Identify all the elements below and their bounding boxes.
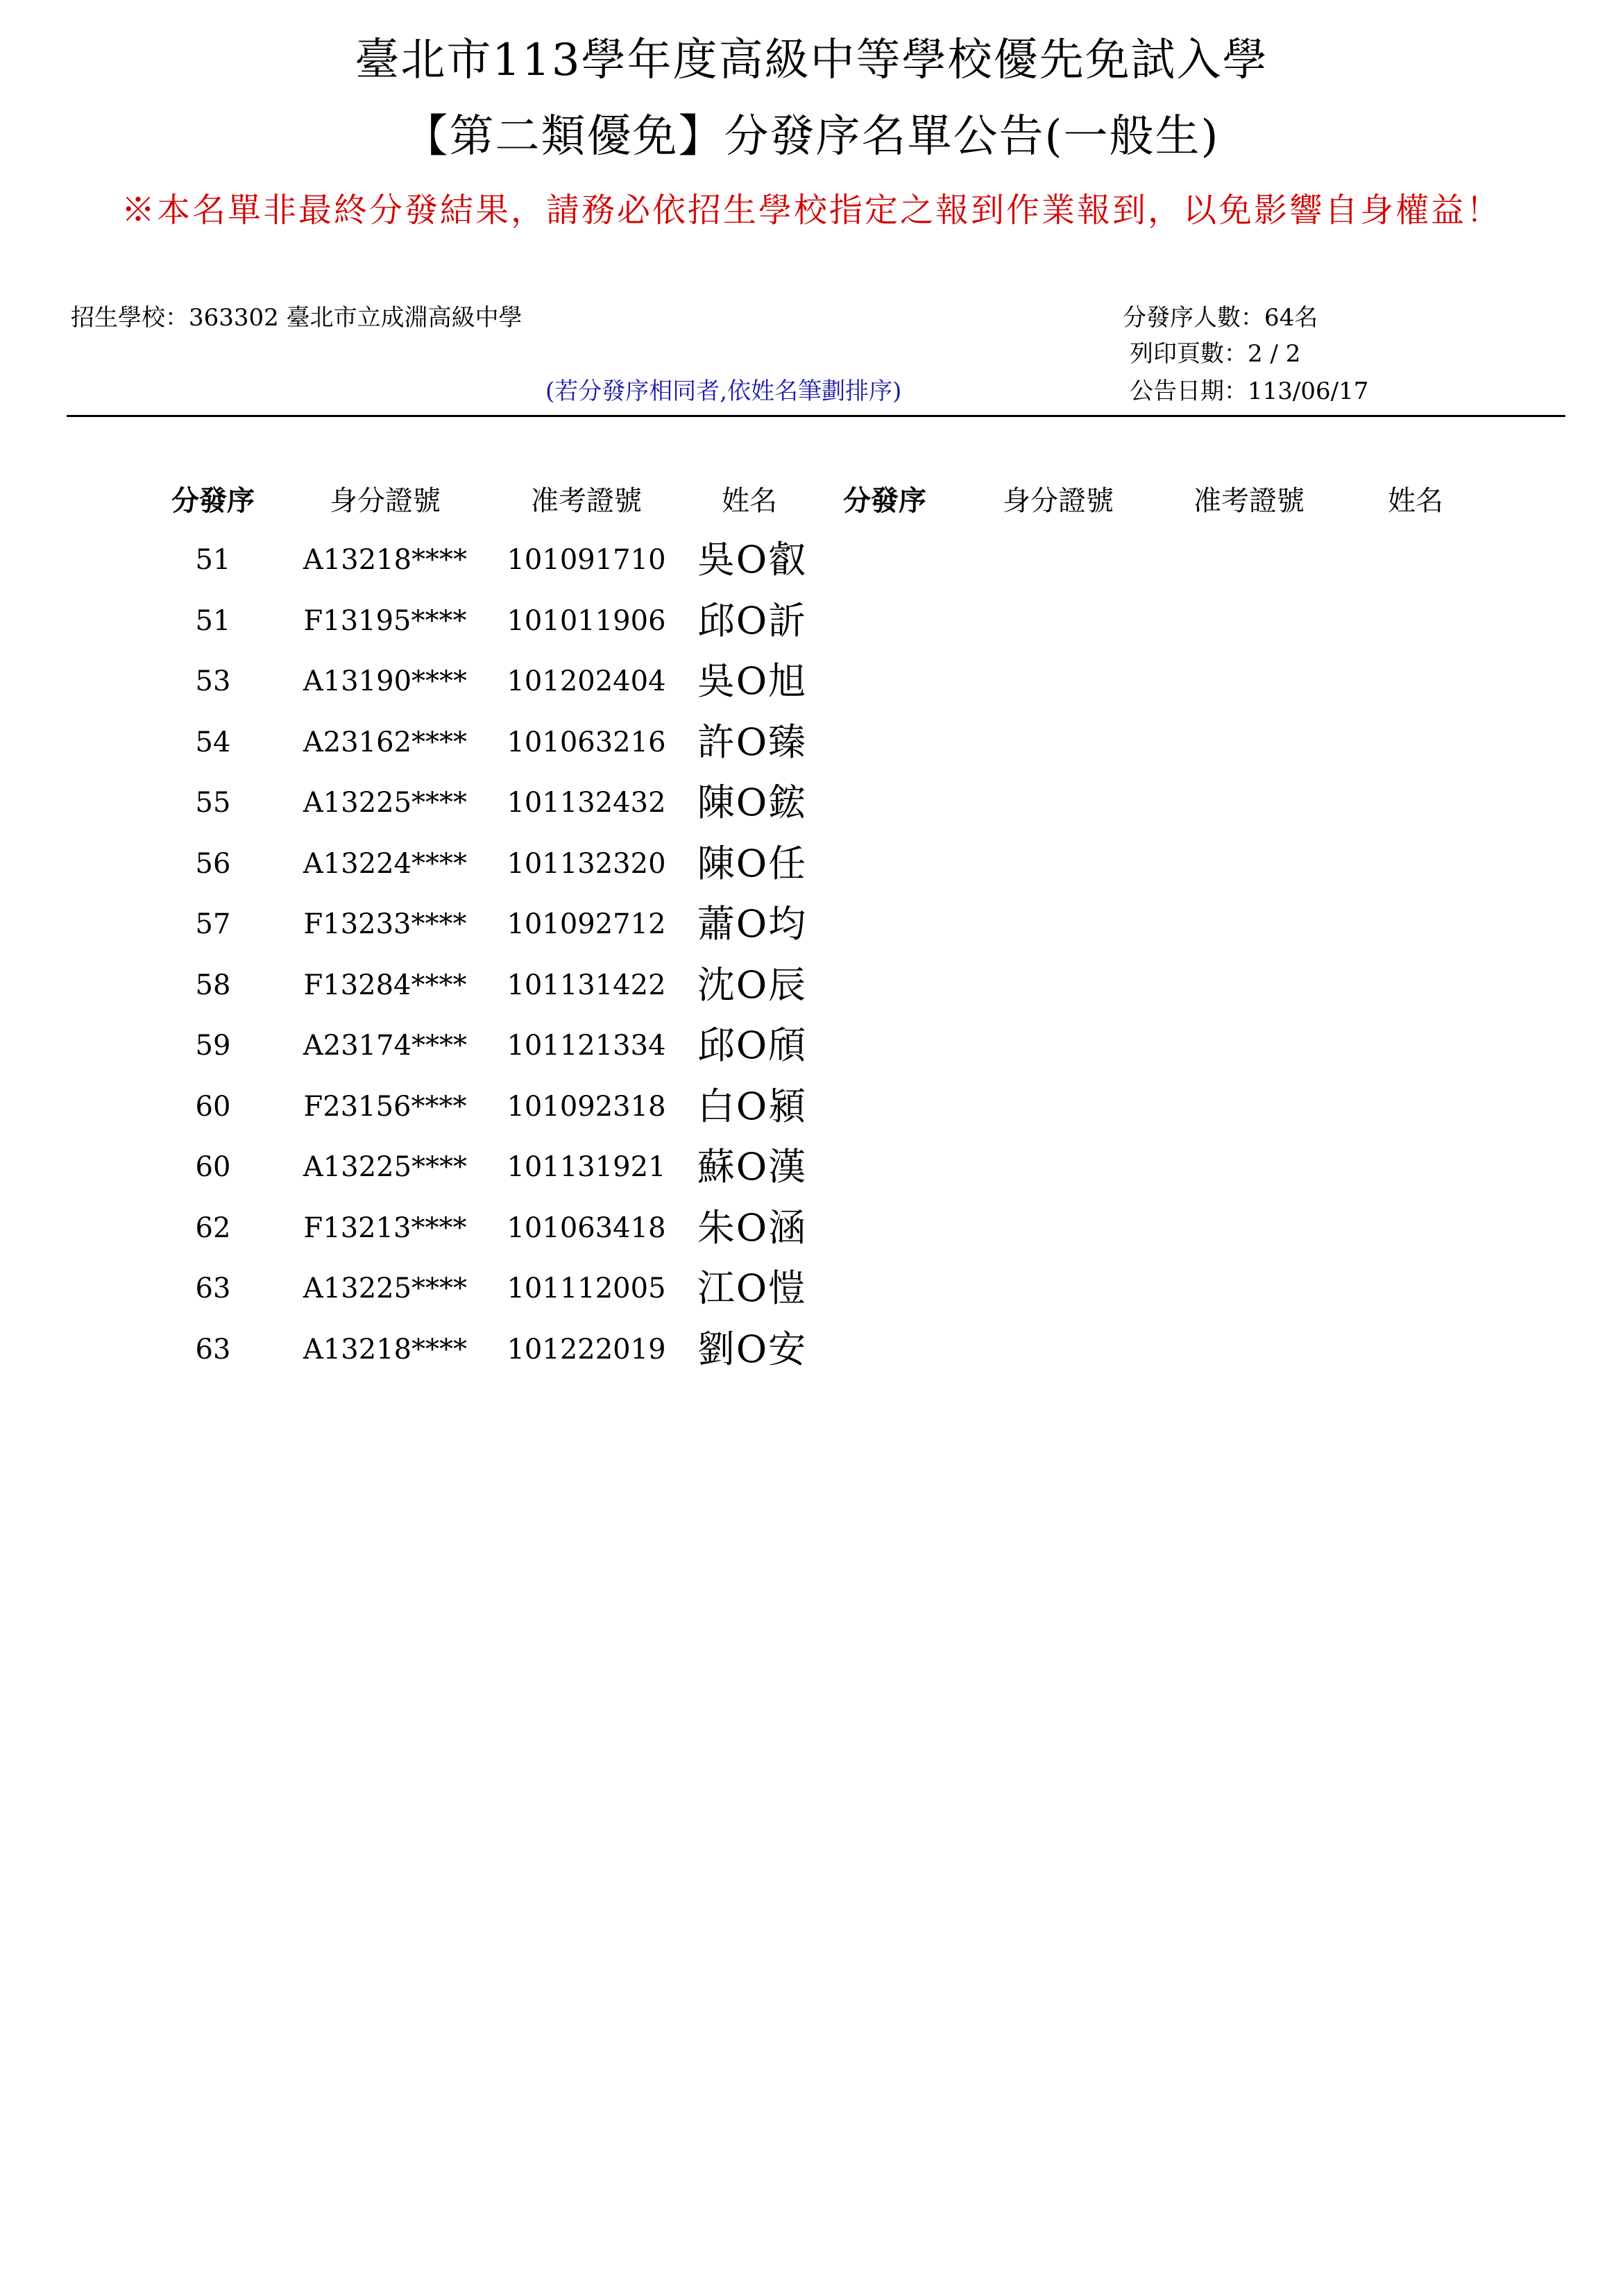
table-row (0, 1143, 1623, 1204)
cell-id: A13218**** (303, 1333, 468, 1366)
warning-notice: ※本名單非最終分發結果，請務必依招生學校指定之報到作業報到，以免影響自身權益！ (121, 191, 1502, 230)
cell-id: A13218**** (303, 544, 468, 576)
cell-seq: 53 (195, 665, 231, 697)
table-row (0, 1082, 1623, 1143)
cell-exam: 101121334 (507, 1030, 666, 1062)
cell-name: 邱O訢 (697, 598, 808, 643)
cell-name: 陳O任 (697, 841, 808, 885)
page-title: 臺北市113學年度高級中等學校優先免試入學 (355, 35, 1268, 86)
cell-seq: 60 (195, 1090, 231, 1123)
announcement-date: 公告日期：113/06/17 (1130, 377, 1369, 405)
table-row (0, 718, 1623, 779)
cell-exam: 101063216 (507, 726, 666, 758)
allocation-count: 分發序人數：64名 (1123, 304, 1318, 332)
page-count: 列印頁數：2 / 2 (1130, 340, 1301, 368)
cell-name: 朱O涵 (697, 1205, 808, 1250)
cell-id: A13225**** (303, 787, 468, 819)
cell-seq: 51 (195, 544, 231, 576)
cell-exam: 101131422 (507, 969, 666, 1001)
table-row (0, 1264, 1623, 1325)
cell-id: A13225**** (303, 1151, 468, 1183)
header-divider (67, 415, 1565, 417)
table-row (0, 840, 1623, 901)
col-header-exam-right: 准考證號 (1193, 485, 1305, 517)
cell-name: 許O臻 (697, 720, 808, 764)
cell-name: 蕭O均 (697, 902, 808, 946)
cell-seq: 60 (195, 1151, 231, 1183)
cell-id: F23156**** (303, 1090, 467, 1123)
cell-seq: 56 (195, 847, 231, 880)
cell-name: 白O潁 (697, 1084, 808, 1128)
sorting-note: (若分發序相同者,依姓名筆劃排序) (545, 377, 902, 405)
cell-exam: 101011906 (507, 604, 666, 637)
cell-id: F13195**** (303, 604, 467, 637)
col-header-id-left: 身分證號 (330, 485, 441, 517)
col-header-seq-left: 分發序 (171, 484, 255, 517)
cell-exam: 101132320 (507, 847, 666, 880)
table-row (0, 900, 1623, 961)
table-row (0, 1325, 1623, 1386)
cell-exam: 101092318 (507, 1090, 666, 1123)
cell-id: A13190**** (303, 665, 468, 697)
table-row (0, 1021, 1623, 1082)
cell-exam: 101222019 (507, 1333, 666, 1366)
col-header-name-right: 姓名 (1388, 485, 1443, 517)
cell-seq: 54 (195, 726, 231, 758)
col-header-name-left: 姓名 (722, 485, 777, 517)
col-header-exam-left: 准考證號 (531, 485, 642, 517)
cell-id: A23174**** (303, 1030, 468, 1062)
cell-name: 蘇O漢 (697, 1145, 808, 1189)
col-header-seq-right: 分發序 (843, 484, 926, 517)
cell-seq: 58 (195, 969, 231, 1001)
cell-seq: 63 (195, 1273, 231, 1304)
cell-name: 陳O鋐 (697, 781, 808, 824)
cell-name: 沈O辰 (697, 962, 808, 1007)
cell-exam: 101202404 (507, 665, 666, 697)
cell-seq: 55 (195, 787, 231, 819)
result-table (0, 536, 1623, 1386)
cell-seq: 63 (195, 1333, 231, 1366)
cell-name: 邱O頎 (697, 1023, 808, 1067)
cell-seq: 51 (195, 604, 231, 637)
cell-id: F13284**** (303, 969, 467, 1001)
cell-name: 吳O旭 (697, 659, 808, 703)
cell-exam: 101092712 (507, 908, 666, 940)
col-header-id-right: 身分證號 (1003, 485, 1114, 517)
table-row (0, 961, 1623, 1022)
table-row (0, 597, 1623, 658)
school-info: 招生學校：363302 臺北市立成淵高級中學 (71, 304, 522, 332)
cell-exam: 101131921 (507, 1151, 666, 1183)
cell-seq: 59 (195, 1030, 231, 1062)
cell-seq: 57 (195, 908, 231, 940)
page-subtitle: 【第二類優免】分發序名單公告(一般生) (403, 111, 1220, 162)
cell-id: F13233**** (303, 908, 467, 940)
cell-id: A13225**** (303, 1273, 468, 1304)
cell-name: 劉O安 (697, 1327, 808, 1371)
table-row (0, 536, 1623, 597)
cell-seq: 62 (195, 1211, 231, 1244)
table-row (0, 1204, 1623, 1265)
table-row (0, 779, 1623, 840)
cell-id: F13213**** (303, 1211, 467, 1244)
cell-exam: 101132432 (507, 787, 666, 819)
cell-id: A13224**** (303, 847, 468, 880)
cell-exam: 101112005 (507, 1273, 666, 1304)
cell-id: A23162**** (303, 726, 468, 758)
cell-name: 江O愷 (697, 1266, 808, 1310)
cell-exam: 101091710 (507, 544, 666, 576)
cell-exam: 101063418 (507, 1211, 666, 1244)
table-row (0, 657, 1623, 718)
cell-name: 吳O叡 (697, 538, 808, 581)
